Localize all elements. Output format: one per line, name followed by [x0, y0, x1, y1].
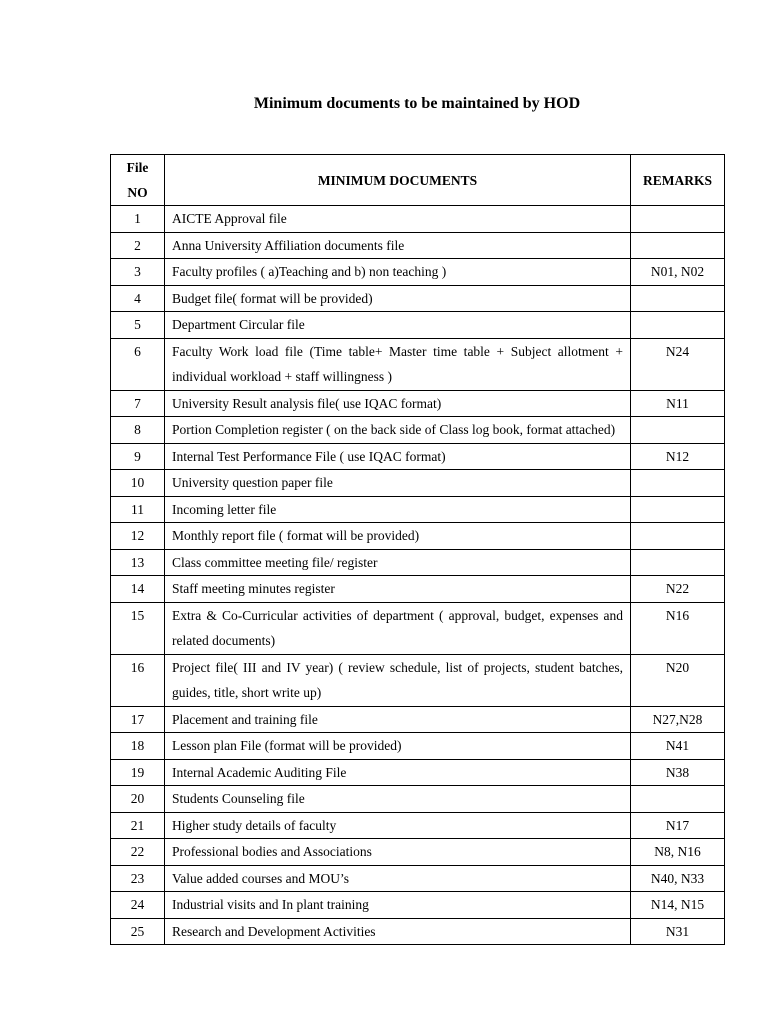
table-row — [111, 812, 725, 839]
file-no-cell: 25 — [111, 918, 165, 945]
file-no-cell: 5 — [111, 312, 165, 339]
table-row — [111, 390, 725, 417]
remarks-cell: N27,N28 — [631, 706, 725, 733]
table-row — [111, 576, 725, 603]
file-no-cell: 11 — [111, 496, 165, 523]
document-cell: Professional bodies and Associations — [165, 839, 631, 866]
document-cell: Placement and training file — [165, 706, 631, 733]
table-row — [111, 232, 725, 259]
file-no-cell: 16 — [111, 654, 165, 706]
table-row — [111, 602, 725, 654]
remarks-cell — [631, 206, 725, 233]
header-documents: MINIMUM DOCUMENTS — [165, 155, 631, 206]
remarks-cell — [631, 285, 725, 312]
document-cell: Industrial visits and In plant training — [165, 892, 631, 919]
document-cell: Incoming letter file — [165, 496, 631, 523]
table-row — [111, 338, 725, 390]
table-row — [111, 206, 725, 233]
table-row — [111, 865, 725, 892]
file-no-cell: 7 — [111, 390, 165, 417]
remarks-cell: N40, N33 — [631, 865, 725, 892]
file-no-cell: 4 — [111, 285, 165, 312]
remarks-cell — [631, 786, 725, 813]
document-cell: Anna University Affiliation documents file — [165, 232, 631, 259]
table-row — [111, 654, 725, 706]
remarks-cell: N12 — [631, 443, 725, 470]
table-row — [111, 918, 725, 945]
document-cell: Monthly report file ( format will be provided) — [165, 523, 631, 550]
header-file-no — [111, 155, 165, 206]
document-cell: Staff meeting minutes register — [165, 576, 631, 603]
document-cell: Extra & Co-Curricular activities of department ( approval, budget, expenses and related documents) — [165, 602, 631, 654]
document-cell: Budget file( format will be provided) — [165, 285, 631, 312]
file-no-cell: 6 — [111, 338, 165, 390]
remarks-cell: N22 — [631, 576, 725, 603]
table-row — [111, 839, 725, 866]
file-no-cell: 1 — [111, 206, 165, 233]
document-cell: Project file( III and IV year) ( review schedule, list of projects, student batches, guides, title, short write up) — [165, 654, 631, 706]
document-cell: University question paper file — [165, 470, 631, 497]
table-header-row — [111, 155, 725, 206]
table-row — [111, 786, 725, 813]
document-cell: AICTE Approval file — [165, 206, 631, 233]
header-file-no-line1: File — [126, 160, 149, 175]
document-cell: Research and Development Activities — [165, 918, 631, 945]
file-no-cell: 2 — [111, 232, 165, 259]
table-row — [111, 443, 725, 470]
file-no-cell: 18 — [111, 733, 165, 760]
table-row — [111, 892, 725, 919]
remarks-cell: N17 — [631, 812, 725, 839]
table-row — [111, 706, 725, 733]
file-no-cell: 24 — [111, 892, 165, 919]
file-no-cell: 17 — [111, 706, 165, 733]
table-row — [111, 470, 725, 497]
header-remarks: REMARKS — [631, 155, 725, 206]
document-cell: Class committee meeting file/ register — [165, 549, 631, 576]
file-no-cell: 19 — [111, 759, 165, 786]
table-row — [111, 285, 725, 312]
file-no-cell: 20 — [111, 786, 165, 813]
document-cell: University Result analysis file( use IQAC format) — [165, 390, 631, 417]
file-no-cell: 15 — [111, 602, 165, 654]
document-cell: Value added courses and MOU’s — [165, 865, 631, 892]
document-cell: Students Counseling file — [165, 786, 631, 813]
table-row — [111, 496, 725, 523]
document-cell: Faculty profiles ( a)Teaching and b) non teaching ) — [165, 259, 631, 286]
file-no-cell: 8 — [111, 417, 165, 444]
remarks-cell: N41 — [631, 733, 725, 760]
file-no-cell: 22 — [111, 839, 165, 866]
document-cell: Portion Completion register ( on the back side of Class log book, format attached) — [165, 417, 631, 444]
file-no-cell: 12 — [111, 523, 165, 550]
table-row — [111, 733, 725, 760]
remarks-cell — [631, 232, 725, 259]
table-row — [111, 312, 725, 339]
table-row — [111, 259, 725, 286]
remarks-cell — [631, 549, 725, 576]
remarks-cell: N11 — [631, 390, 725, 417]
table-row — [111, 417, 725, 444]
remarks-cell: N20 — [631, 654, 725, 706]
document-cell: Internal Test Performance File ( use IQAC format) — [165, 443, 631, 470]
document-cell: Higher study details of faculty — [165, 812, 631, 839]
document-cell: Faculty Work load file (Time table+ Master time table + Subject allotment + individual workload + staff willingness ) — [165, 338, 631, 390]
remarks-cell: N31 — [631, 918, 725, 945]
documents-table — [110, 154, 725, 945]
file-no-cell: 13 — [111, 549, 165, 576]
remarks-cell: N38 — [631, 759, 725, 786]
remarks-cell — [631, 496, 725, 523]
file-no-cell: 9 — [111, 443, 165, 470]
file-no-cell: 10 — [111, 470, 165, 497]
remarks-cell — [631, 312, 725, 339]
remarks-cell — [631, 523, 725, 550]
file-no-cell: 23 — [111, 865, 165, 892]
table-row — [111, 759, 725, 786]
remarks-cell — [631, 417, 725, 444]
table-row — [111, 523, 725, 550]
remarks-cell: N14, N15 — [631, 892, 725, 919]
table-body — [111, 206, 725, 945]
page-title: Minimum documents to be maintained by HOD — [253, 95, 581, 112]
remarks-cell: N01, N02 — [631, 259, 725, 286]
table-row — [111, 549, 725, 576]
remarks-cell: N24 — [631, 338, 725, 390]
file-no-cell: 14 — [111, 576, 165, 603]
document-cell: Lesson plan File (format will be provided) — [165, 733, 631, 760]
remarks-cell: N16 — [631, 602, 725, 654]
remarks-cell — [631, 470, 725, 497]
document-cell: Department Circular file — [165, 312, 631, 339]
header-file-no-line2: NO — [127, 185, 148, 200]
remarks-cell: N8, N16 — [631, 839, 725, 866]
file-no-cell: 21 — [111, 812, 165, 839]
file-no-cell: 3 — [111, 259, 165, 286]
document-cell: Internal Academic Auditing File — [165, 759, 631, 786]
